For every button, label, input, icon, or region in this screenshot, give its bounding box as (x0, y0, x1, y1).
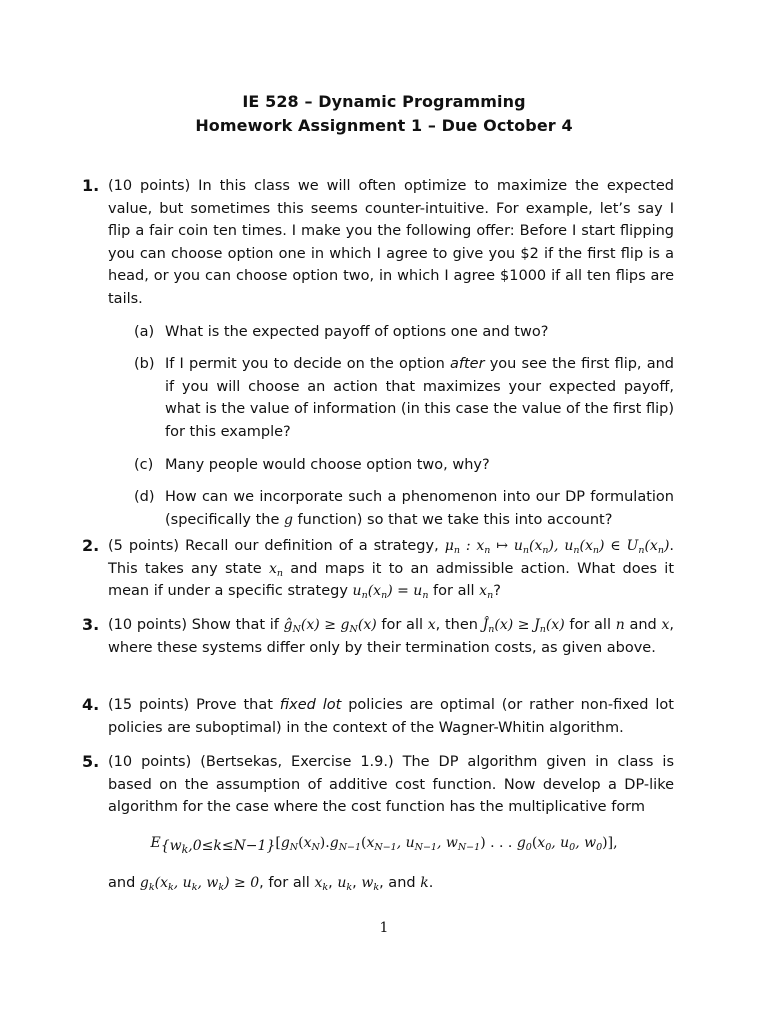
math-symbol: g (283, 511, 293, 528)
display-equation: $E_{\{w_k,0\le k\le N-1\}}[g_N(x_N).g_{N-1}(x_{N-1}$, $u_{N-1}$, $w_{N-1}$) . . . $g_0(x_0$, $u_0$, $w_0$)], (150, 835, 618, 856)
part-c (108, 454, 674, 477)
text-run: (15 points) Prove that (108, 697, 280, 713)
problem-1 (82, 175, 674, 531)
problem-text: (10 points) In this class we will often optimize to maximize the expected value, but sometimes this seems counter-intuitive. For example, let’s say I flip a fair coin ten times. I make you the following offer: Before I start flipping you can choose option one in which I agree to give you $2 if the first flip is a head, or you can choose option two, in which I agree $1000 if all ten flips are tails. (108, 178, 674, 307)
page-number: 1 (379, 920, 389, 936)
text-run: for all (428, 583, 480, 600)
problem-5 (82, 751, 674, 819)
math-expression: $u_n(x_n) = u_n$ (352, 583, 429, 602)
part-text: Many people would choose option two, why? (165, 456, 490, 473)
part-b (108, 353, 674, 443)
problem-text: and $g_k(x_k$, $u_k$, $w_k) \ge 0$, for all $x_k$, $u_k$, $w_k$, and k. (108, 875, 434, 893)
part-text: you see the first flip, and if you will choose an action that maximizes your expected payoff, what is the value of information (in this case the value of the first flip) for this example? (165, 356, 674, 440)
problem-text: (10 points) (Bertsekas, Exercise 1.9.) The DP algorithm given in class is based on the assumption of additive cost function. Now develop a DP-like algorithm for the case where the cost function has the multiplicative form (108, 754, 674, 816)
title-line-2: Homework Assignment 1 – Due October 4 (195, 116, 573, 135)
problem-text (108, 614, 674, 659)
part-text: How can we incorporate such a phenomenon into our DP formulation (specifically the (165, 489, 674, 528)
text-run: and (108, 875, 140, 891)
part-text: function) so that we take this into account? (292, 511, 613, 528)
text-run: , then (435, 617, 483, 633)
problem-number: 3. (82, 615, 100, 634)
math-expression: $w_k$ (361, 875, 380, 893)
part-text: What is the expected payoff of options one and two? (165, 323, 549, 340)
problem-number: 5. (82, 752, 100, 771)
problem-3 (82, 614, 674, 659)
part-label: (c) (134, 456, 154, 473)
text-run: , for all (259, 875, 315, 891)
problem-5-condition (108, 872, 674, 895)
math-expression: $\mu_n$ : $x_n$ ↦ $u_n(x_n)$, $u_n(x_n)$ ∈ $U_n(x_n)$ (444, 538, 670, 556)
problem-text (108, 694, 674, 739)
text-run: , where these systems differ only by their termination costs, as given above. (108, 617, 674, 656)
part-d (108, 486, 674, 531)
math-expression: $x_n$ (268, 560, 283, 579)
math-expression: $u_k$ (337, 875, 353, 893)
math-expression: x (661, 617, 670, 633)
math-expression: k (420, 875, 429, 891)
emphasis-text: fixed lot (279, 697, 342, 713)
math-expression: $Ĵ_n(x) \ge J_n(x)$ (482, 617, 565, 635)
text-run: ? (493, 583, 501, 600)
text-run: . (428, 875, 434, 891)
text-run: . This takes any state (108, 538, 675, 577)
math-expression: $g_k(x_k$, $u_k$, $w_k) \ge 0$ (139, 875, 260, 893)
part-text: If I permit you to decide on the option (165, 356, 450, 373)
math-expression: n (615, 617, 625, 633)
math-expression: $ĝ_N(x) \ge g_N(x)$ (283, 617, 377, 635)
problem-number: 4. (82, 695, 100, 714)
problem-text (108, 535, 674, 603)
problem-number: 2. (82, 536, 100, 555)
part-emphasis: after (450, 356, 485, 373)
math-expression: $x_n$ (479, 583, 494, 602)
problem-4 (82, 694, 674, 739)
text-run: (5 points) Recall our definition of a strategy, (108, 538, 445, 554)
part-label: (a) (134, 323, 155, 340)
part-label: (b) (134, 356, 155, 373)
text-run: , and (379, 875, 421, 891)
text-run: and (624, 617, 662, 633)
part-label: (d) (134, 489, 155, 506)
problem-number: 1. (82, 176, 100, 195)
title-line-1: IE 528 – Dynamic Programming (242, 92, 526, 111)
problem-2 (82, 535, 675, 603)
text-run: (10 points) Show that if (108, 617, 284, 633)
part-a (108, 321, 674, 344)
text-run: policies are optimal (or rather non-fixed lot policies are suboptimal) in the context of the Wagner-Whitin algorithm. (108, 697, 674, 736)
text-run: for all (376, 617, 428, 633)
math-expression: x (427, 617, 436, 633)
text-run: and maps it to an admissible action. What does it mean if under a specific strategy (108, 560, 675, 600)
text-run: for all (564, 617, 616, 633)
math-expression: $x_k$ (314, 875, 329, 893)
